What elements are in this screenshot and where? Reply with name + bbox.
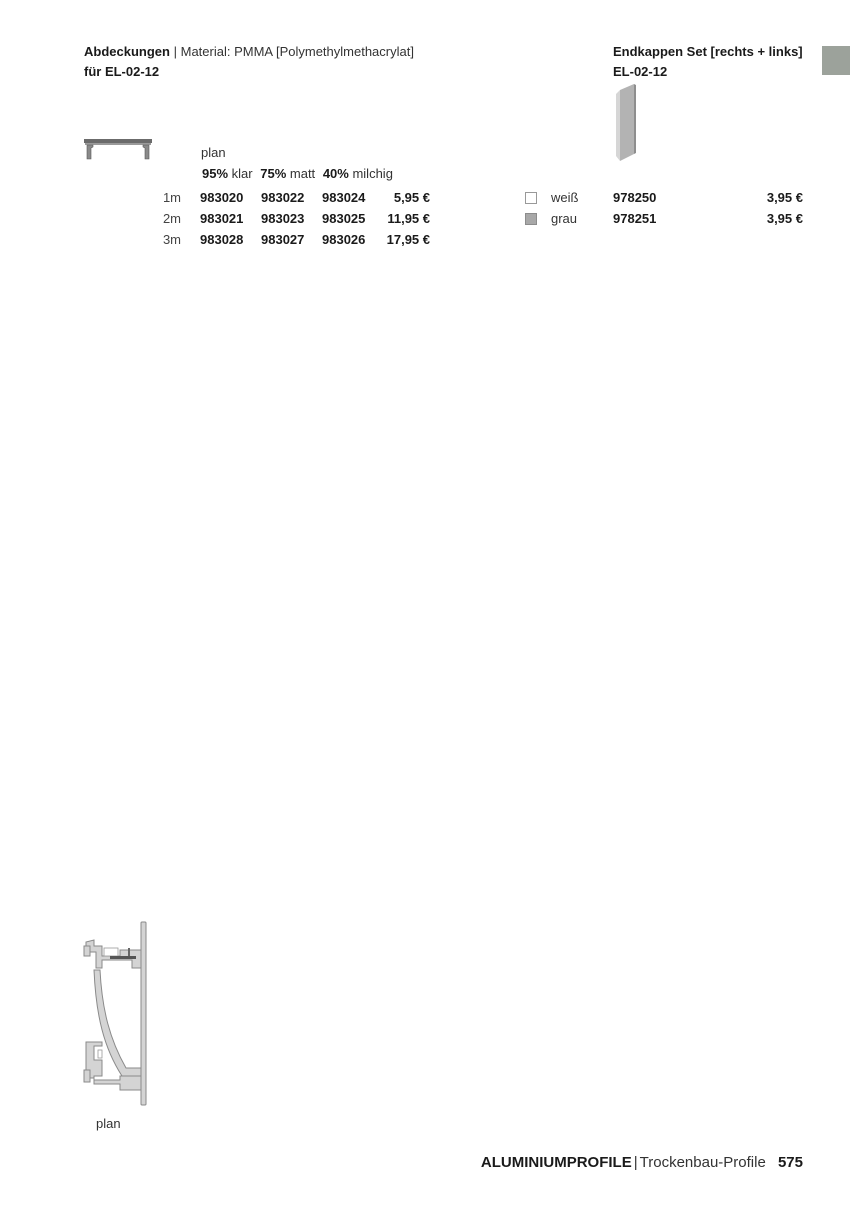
article-code: 983027 — [261, 232, 305, 247]
aluminium-profile-drawing — [80, 920, 152, 1108]
endcap-price: 3,95 € — [766, 190, 803, 205]
column-header-name: klar — [231, 166, 253, 181]
header-separator: | — [173, 44, 177, 59]
footer-separator: | — [633, 1154, 638, 1171]
color-swatch-grey — [525, 213, 537, 225]
page-footer — [481, 1152, 803, 1174]
endcap-color-name: weiß — [551, 190, 579, 205]
article-code: 983022 — [261, 190, 305, 205]
endcap-price: 3,95 € — [766, 211, 803, 226]
cover-profile-icon — [84, 139, 154, 161]
cover-column-headers — [202, 166, 393, 181]
column-header-pct: 40% — [322, 166, 349, 181]
column-header-name: milchig — [352, 166, 393, 181]
column-header-pct: 95% — [202, 166, 229, 181]
row-length: 1m — [162, 190, 181, 205]
row-length: 3m — [162, 232, 181, 247]
cover-material: Material: PMMA [Polymethylmethacrylat] — [180, 44, 414, 59]
column-header-pct: 75% — [260, 166, 287, 181]
row-price: 17,95 € — [386, 232, 430, 247]
page-number: 575 — [777, 1154, 803, 1171]
article-code: 983020 — [200, 190, 244, 205]
endcap-subtitle: EL-02-12 — [613, 64, 668, 79]
cover-title: Abdeckungen — [84, 44, 170, 59]
article-code: 983023 — [261, 211, 305, 226]
row-price: 5,95 € — [393, 190, 430, 205]
endcap-code: 978251 — [613, 211, 657, 226]
endcap-color-name: grau — [551, 211, 578, 226]
footer-category: ALUMINIUMPROFILE — [480, 1154, 632, 1171]
article-code: 983024 — [322, 190, 366, 205]
row-length: 2m — [162, 211, 181, 226]
article-code: 983026 — [322, 232, 366, 247]
column-header-name: matt — [289, 166, 316, 181]
section-tab-marker — [822, 46, 850, 75]
article-code: 983025 — [322, 211, 366, 226]
cover-header — [84, 42, 414, 62]
color-swatch-white — [525, 192, 537, 204]
article-code: 983021 — [200, 211, 244, 226]
row-price: 11,95 € — [387, 211, 430, 226]
profile-label: plan — [96, 1116, 121, 1131]
cover-subtitle: für EL-02-12 — [84, 64, 160, 79]
endcap-image — [612, 84, 638, 162]
footer-section: Trockenbau-Profile — [639, 1154, 766, 1171]
article-code: 983028 — [200, 232, 244, 247]
endcap-title: Endkappen Set [rechts + links] — [613, 44, 803, 59]
endcap-code: 978250 — [613, 190, 657, 205]
cover-shape-label: plan — [201, 145, 226, 160]
